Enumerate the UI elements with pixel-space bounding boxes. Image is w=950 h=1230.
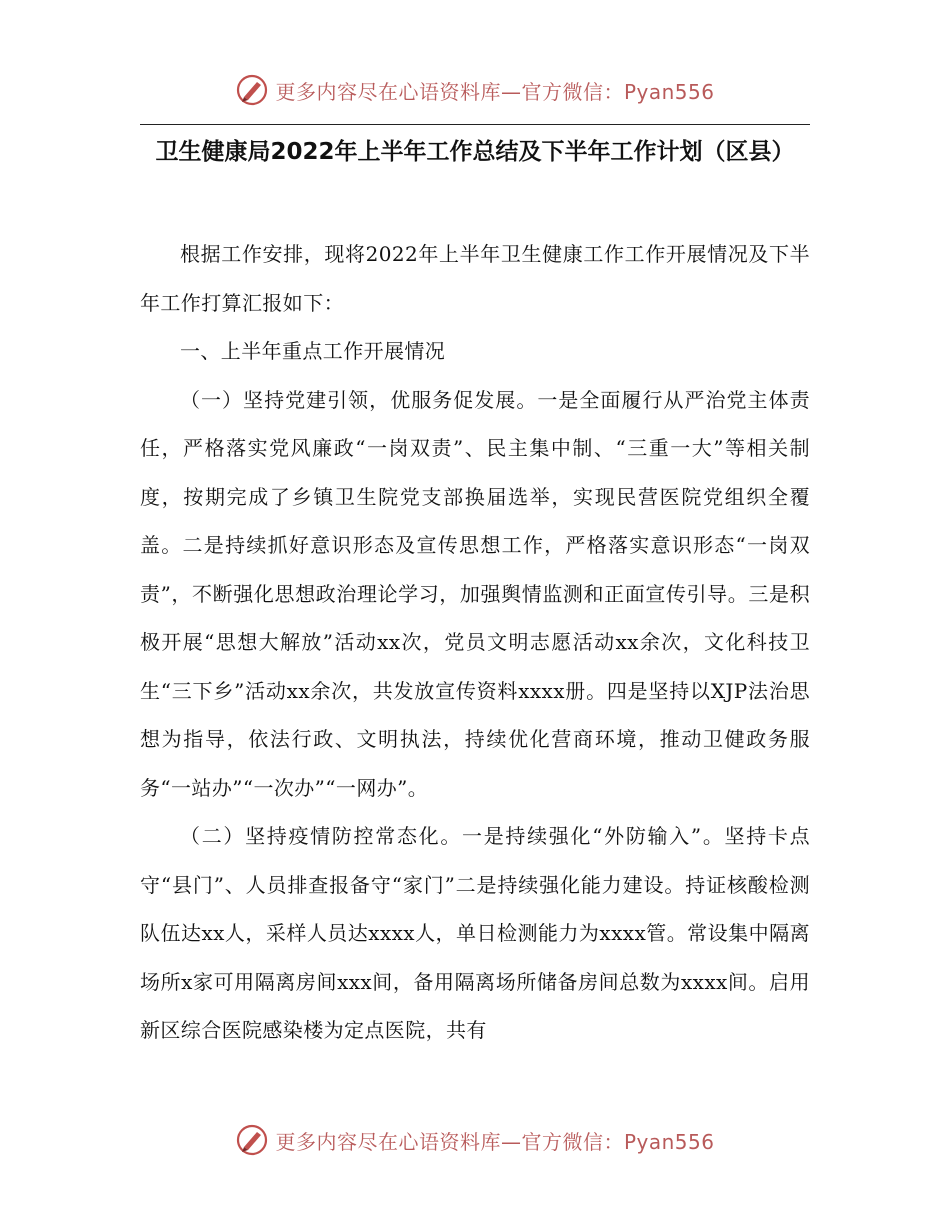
watermark-banner-top [0,70,950,110]
document-body [140,230,810,1055]
section-heading: 一、上半年重点工作开展情况 [180,339,446,363]
intro-paragraph: 根据工作安排，现将2022年上半年卫生健康工作工作开展情况及下半年工作打算汇报如下： [140,242,810,315]
paragraph-party-building: （一）坚持党建引领，优服务促发展。一是全面履行从严治党主体责任，严格落实党风廉政“一岗双责”、民主集中制、“三重一大”等相关制度，按期完成了乡镇卫生院党支部换届选举，实现民营医院党组织全覆盖。二是持续抓好意识形态及宣传思想工作，严格落实意识形态“一岗双责”，不断强化思想政治理论学习，加强舆情监测和正面宣传引导。三是积极开展“思想大解放”活动xx次，党员文明志愿活动xx余次，文化科技卫生“三下乡”活动xx余次，共发放宣传资料xxxx册。四是坚持以XJP法治思想为指导，依法行政、文明执法，持续优化营商环境，推动卫健政务服务“一站办”“一次办”“一网办”。 [140,387,810,800]
pen-logo-icon [235,1123,269,1157]
watermark-text: 更多内容尽在心语资料库—官方微信：Pyan556 [275,79,715,104]
header-rule [140,124,810,125]
document-title: 卫生健康局2022年上半年工作总结及下半年工作计划（区县） [155,139,795,165]
watermark-text: 更多内容尽在心语资料库—官方微信：Pyan556 [275,1129,715,1154]
watermark-banner-bottom [0,1120,950,1160]
paragraph-epidemic-control: （二）坚持疫情防控常态化。一是持续强化“外防输入”。坚持卡点守“县门”、人员排查报备守“家门”二是持续强化能力建设。持证核酸检测队伍达xx人，采样人员达xxxx人，单日检测能力为xxxx管。常设集中隔离场所x家可用隔离房间xxx间，备用隔离场所储备房间总数为xxxx间。启用新区综合医院感染楼为定点医院，共有 [140,824,810,1042]
pen-logo-icon [235,73,269,107]
